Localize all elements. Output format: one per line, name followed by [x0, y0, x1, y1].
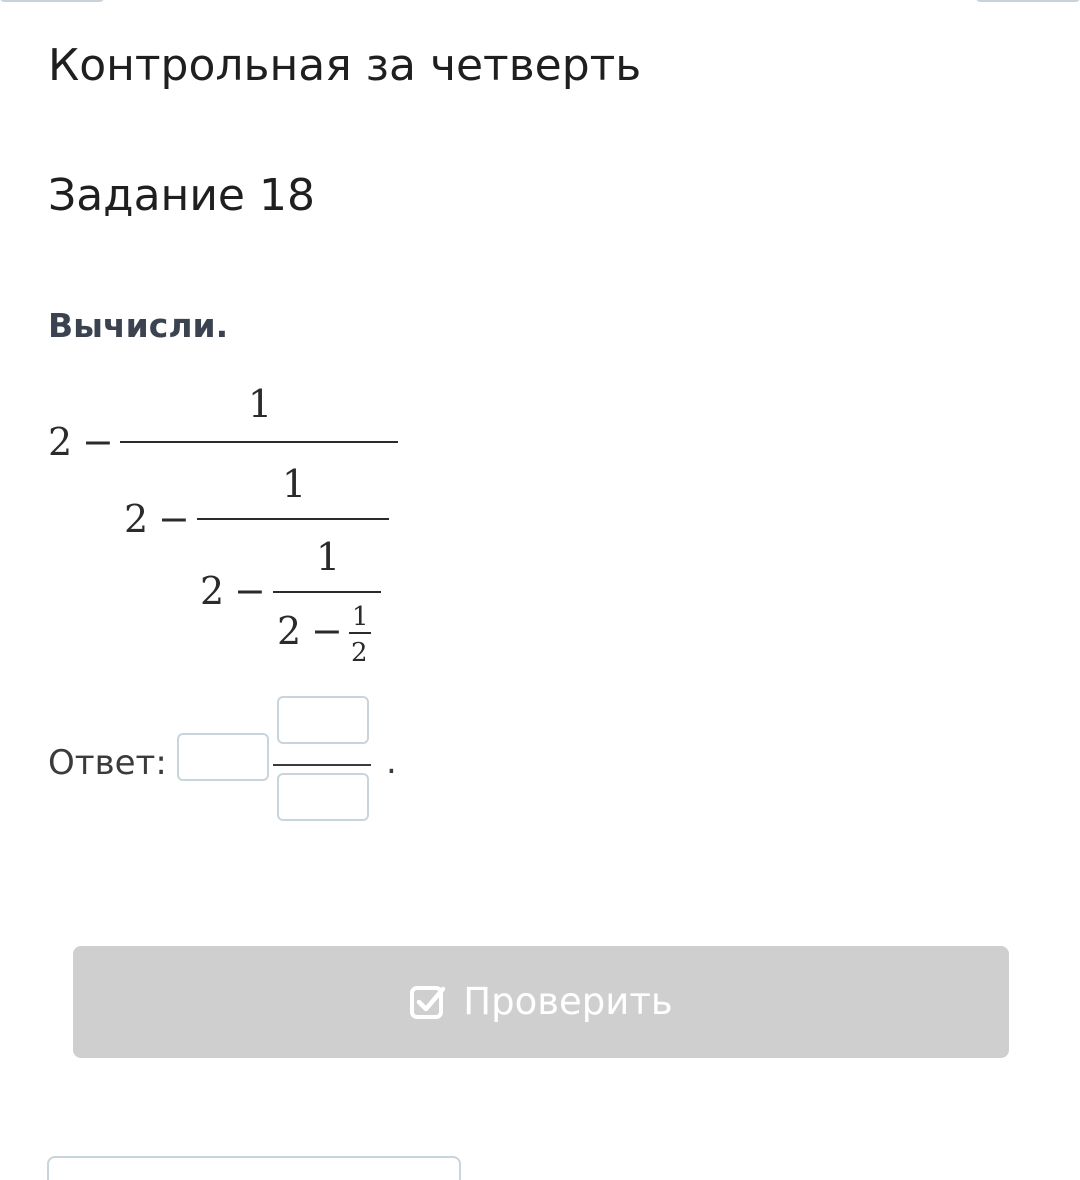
checkbox-check-icon	[409, 983, 447, 1021]
task-title: Задание 18	[48, 170, 315, 221]
task-instruction: Вычисли.	[48, 306, 229, 345]
fraction-bar	[197, 518, 389, 520]
minus-sign: −	[234, 569, 266, 613]
minus-sign: −	[311, 609, 343, 653]
top-edge-right	[976, 0, 1080, 2]
term-two: 2	[48, 420, 73, 464]
check-button[interactable]	[73, 946, 1009, 1058]
term-two: 2	[124, 497, 149, 541]
term-two: 2	[277, 609, 302, 653]
fraction-bar	[273, 591, 381, 593]
answer-whole-input[interactable]	[177, 733, 269, 781]
fraction-bar	[120, 441, 398, 443]
page-title: Контрольная за четверть	[48, 40, 642, 91]
minus-sign: −	[158, 497, 190, 541]
answer-period: .	[386, 742, 397, 782]
next-section-card[interactable]	[47, 1156, 461, 1180]
answer-denominator-input[interactable]	[277, 773, 369, 821]
numerator-one: 1	[282, 462, 307, 506]
numerator-one: 1	[248, 382, 273, 426]
term-two: 2	[200, 569, 225, 613]
answer-fraction-bar	[273, 764, 371, 766]
answer-numerator-input[interactable]	[277, 696, 369, 744]
half-fraction-bar	[349, 632, 371, 634]
minus-sign: −	[82, 420, 114, 464]
answer-label: Ответ:	[48, 743, 167, 783]
half-numerator: 1	[352, 602, 369, 632]
numerator-one: 1	[316, 535, 341, 579]
check-button-label: Проверить	[463, 980, 673, 1023]
half-denominator: 2	[351, 638, 368, 668]
top-edge-left	[0, 0, 104, 2]
